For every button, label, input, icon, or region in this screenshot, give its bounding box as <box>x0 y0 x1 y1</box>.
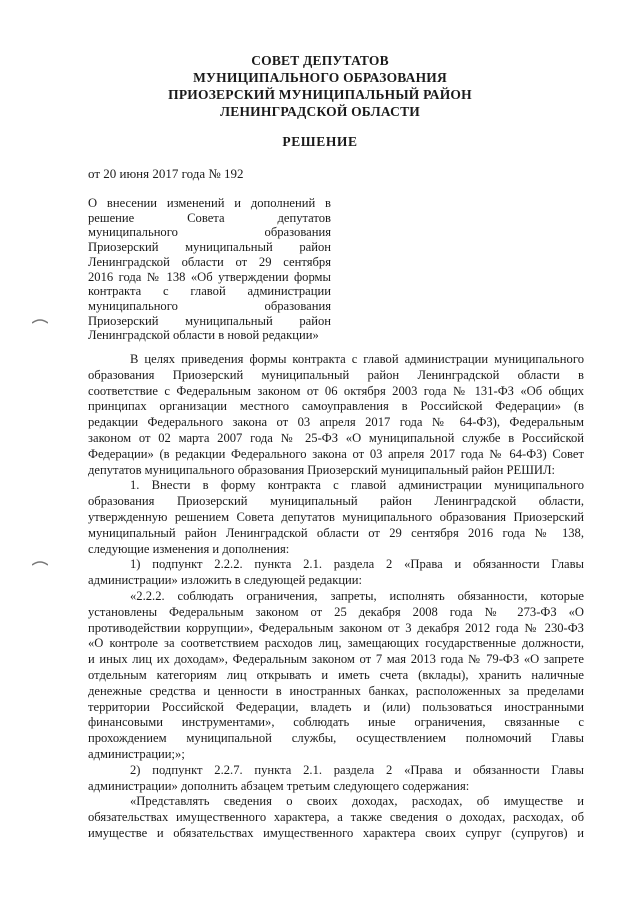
subject-line: 2016 года № 138 «Об утверждении формы <box>88 269 331 284</box>
body-line: редакции Федерального закона от 03 апреля 2017 года № 64-ФЗ), Федеральным <box>88 415 584 430</box>
body-line: имуществе и обязательствах имущественного характера своих супруг (супругов) и <box>88 825 584 840</box>
document-title: РЕШЕНИЕ <box>282 134 358 149</box>
body-line: прохождением муниципальной службы, осуществлением полномочий Главы <box>88 731 584 746</box>
body-line: соответствие с Федеральным законом от 06 октября 2003 года № 131-ФЗ «Об общих <box>88 383 584 398</box>
subject-line: муниципального образования <box>88 298 331 313</box>
body-line: депутатов муниципального образования Приозерский муниципальный район РЕШИЛ: <box>88 462 556 477</box>
body-line: противодействии коррупции», Федеральным законом от 3 декабря 2012 года № 230-ФЗ <box>88 620 584 635</box>
body-line: В целях приведения формы контракта с главой администрации муниципального <box>130 352 584 366</box>
punch-hole-mark <box>32 318 48 324</box>
body-line: образования Приозерский муниципальный район Ленинградской области в <box>88 367 584 382</box>
decision-date: от 20 июня 2017 года № 192 <box>88 166 244 181</box>
body-line: установлены Федеральным законом от 25 декабря 2008 года № 273-ФЗ «О <box>88 604 584 619</box>
body-line: «2.2.2. соблюдать ограничения, запреты, исполнять обязанности, которые <box>130 588 584 603</box>
body-line: 1) подпункт 2.2.2. пункта 2.1. раздела 2 «Права и обязанности Главы <box>130 557 584 572</box>
body-line: администрации» дополнить абзацем третьим следующего содержания: <box>88 778 470 793</box>
decision-subject <box>88 196 331 343</box>
body-line: 1. Внести в форму контракта с главой администрации муниципального <box>130 478 584 493</box>
header-line: ЛЕНИНГРАДСКОЙ ОБЛАСТИ <box>220 104 420 119</box>
document-header <box>0 52 640 120</box>
body-line: денежные средства и ценности в иностранных банках, расположенных за пределами <box>88 683 584 698</box>
subject-line: контракта с главой администрации <box>88 284 331 299</box>
body-line: территории Российской Федерации, владеть и (или) пользоваться иностранными <box>88 699 584 714</box>
body-line: утвержденную решением Совета депутатов муниципального образования Приозерский <box>88 509 584 524</box>
decision-body <box>88 352 584 842</box>
body-line: «Представлять сведения о своих доходах, расходах, об имуществе и <box>130 794 584 809</box>
body-line: финансовыми инструментами», соблюдать иные ограничения, связанные с <box>88 715 584 730</box>
body-line: администрации» изложить в следующей редакции: <box>88 573 363 588</box>
subject-line: Ленинградской области в новой редакции» <box>88 328 319 343</box>
body-line: следующие изменения и дополнения: <box>88 541 290 556</box>
body-line: законом от 02 марта 2007 года № 25-ФЗ «О муниципальной службе в Российской <box>88 430 584 445</box>
body-line: Федерации» (в редакции Федерального закона от 03 апреля 2017 года № 64-ФЗ) Совет <box>88 446 584 461</box>
body-line: «О контроле за соответствием расходов лиц, замещающих государственные должности, <box>88 636 584 651</box>
body-line: муниципальный район Ленинградской области от 29 сентября 2016 года № 138, <box>88 525 584 540</box>
subject-line: Приозерский муниципальный район <box>88 240 331 255</box>
body-line: образования Приозерский муниципальный район Ленинградской области, <box>88 494 584 509</box>
subject-line: Ленинградской области от 29 сентября <box>88 254 331 269</box>
subject-line: муниципального образования <box>88 225 331 240</box>
body-line: администрации;»; <box>88 746 185 761</box>
header-line: МУНИЦИПАЛЬНОГО ОБРАЗОВАНИЯ <box>193 70 447 85</box>
body-line: принципах организации местного самоуправления в Российской Федерации» (в <box>88 399 584 414</box>
header-line: ПРИОЗЕРСКИЙ МУНИЦИПАЛЬНЫЙ РАЙОН <box>168 87 472 102</box>
body-line: обязательствах имущественного характера, а также сведения о доходах, расходах, об <box>88 810 584 825</box>
punch-hole-mark <box>32 560 48 566</box>
subject-line: Приозерский муниципальный район <box>88 313 331 328</box>
header-line: СОВЕТ ДЕПУТАТОВ <box>251 53 389 68</box>
body-line: и иных лиц их доходам», Федеральным законом от 7 мая 2013 года № 79-ФЗ «О запрете <box>88 652 584 667</box>
subject-line: решение Совета депутатов <box>88 210 331 225</box>
subject-line: О внесении изменений и дополнений в <box>88 196 331 210</box>
body-line: отдельным категориям лиц открывать и иметь счета (вклады), хранить наличные <box>88 667 584 682</box>
body-line: 2) подпункт 2.2.7. пункта 2.1. раздела 2 «Права и обязанности Главы <box>130 762 584 777</box>
